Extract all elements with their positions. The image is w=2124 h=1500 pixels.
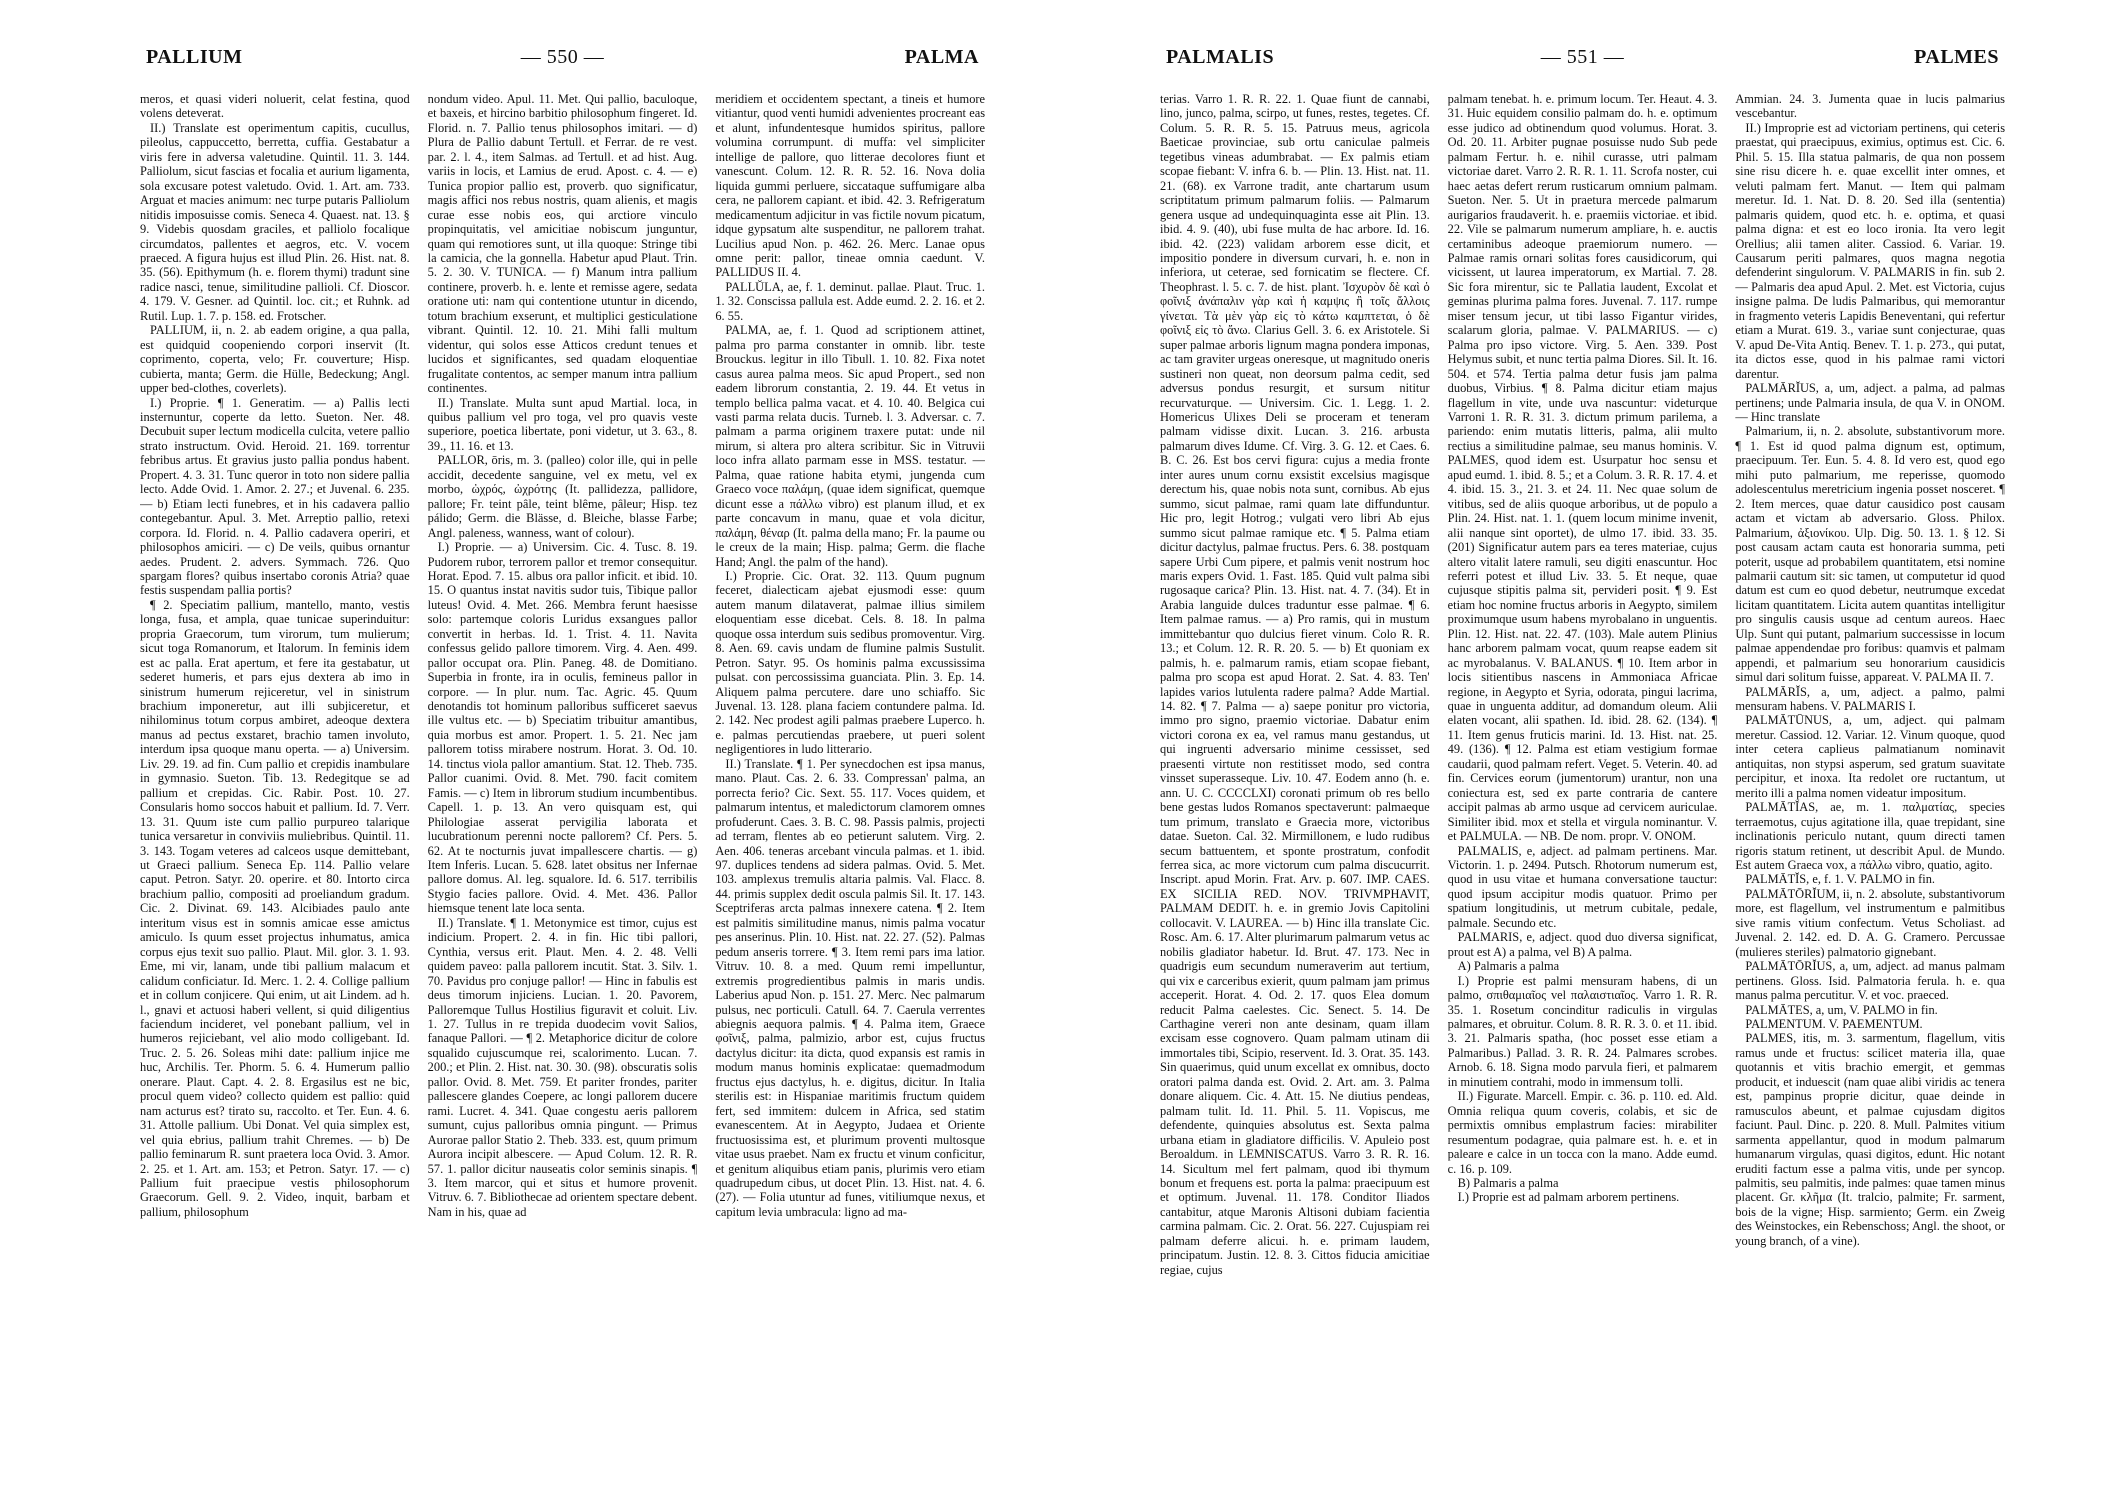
dictionary-paragraph: B) Palmaris a palma <box>1457 1175 1559 1190</box>
dictionary-paragraph: PALMĀRĬUS, a, um, adject. a palma, ad palmas pertinens; unde Palmaria insula, de qua V. in ONOM. — Hinc translate <box>1735 381 2006 424</box>
text-columns <box>1160 92 2005 1462</box>
column-3 <box>1735 92 2005 1462</box>
headword-right: PALMA <box>904 46 979 68</box>
dictionary-paragraph: meridiem et occidentem spectant, a tineis et humore vitiantur, quod venti humidi advenientes procreant eas et alunt, infundentesque humidos spiritus, pallore volumina corrumpunt. di muffa: vel simpliciter intellige de pallore, quo litterae decolores fiunt et vanescunt. Colum. 12. R. R. 52. 16. Nova dolia liquida gummi perluere, siccataque suffumigare alba cera, ne pallorem capiant. et ibid. 42. 3. Refrigeratum medicamentum adjicitur in vas fictile novum picatum, idque gypsatum alte suspenditur, ne pallorem trahat. Lucilius apud Non. p. 462. 26. Merc. Lanae opus omne perit: pallor, tineae omnia caedunt. V. PALLIDUS II. 4. <box>715 92 986 280</box>
dictionary-paragraph: II.) Figurate. Marcell. Empir. c. 36. p. 110. ed. Ald. Omnia reliqua quum coveris, colabis, et sic de permixtis omnibus emplastrum facies: mirabiliter resumentum podagrae, quia palmare est. h. e. et in paleare e calce in un tocca con la mano. Adde eumd. c. 16. p. 109. <box>1447 1089 1718 1176</box>
headword-left: PALLIUM <box>146 46 243 68</box>
dictionary-paragraph: II.) Translate. ¶ 1. Per synecdochen est ipsa manus, mano. Plaut. Cas. 2. 6. 33. Compressan' palma, an porrecta ferio? Cic. Sext. 55. 117. Voces quidem, et palmarum intentus, et maledictorum clamorem omnes profuderunt. Caes. 3. B. C. 98. Passis palmis, projecti ad terram, flentes ab eo petierunt salutem. Virg. 2. Aen. 406. teneras arcebant vincula palmas. et 1. ibid. 97. duplices tendens ad sidera palmas. Ovid. 5. Met. 103. amplexus tremulis altaria palmis. Val. Flacc. 8. 44. primis supplex dedit oscula palmis Sil. It. 17. 143. Sceptriferas arcta palmas innexere catena. ¶ 2. Item est palmitis similitudine manus, nimis palma vocatur pes anserinus. Plin. 10. Hist. nat. 22. 27. (52). Palmas pedum anseris torrere. ¶ 3. Item remi pars ima latior. Vitruv. 10. 8. a med. Quum remi impelluntur, extremis progredientibus palmis in maris undis. Laberius apud Non. p. 151. 27. Merc. Nec palmarum pulsus, nec porticuli. Catull. 64. 7. Caerula verrentes abiegnis aequora palmis. ¶ 4. Palma item, Graece φοῖνιξ, palma, palmizio, arbor est, cujus fructus dactylus dicitur: ita dicta, quod expansis est ramis in modum manus hominis explicatae: quemadmodum fructus ejus dactylus, h. e. digitus, dicitur. In Italia sterilis est: in Hispaniae maritimis fructum quidem fert, sed immitem: dulcem in Africa, sed statim evanescentem. At in Aegypto, Judaea et Oriente fructuosissima est, et plurimum proventi multosque vitae usus praebet. Nam ex fructu et vinum conficitur, et genitum aliquibus etiam panis, plurimis vero etiam quadrupedum cibus, ut docet Plin. 13. Hist. nat. 4. 6. (27). — Folia utuntur ad funes, vitiliumque nexus, et capitum levia umbracula: ligno ad ma- <box>715 756 986 1219</box>
dictionary-paragraph: PALMA, ae, f. 1. Quod ad scriptionem attinet, palma pro parma constanter in omnib. libr. teste Brouckus. legitur in illo Tibull. 1. 10. 82. Fixa notet casus aurea palma meos. Sic apud Propert., sed non eadem librorum constantia, 2. 19. 44. Et vetus in templo bellica palma vacat. et 4. 10. 40. Belgica cui vasti parma relata ducis. Turneb. l. 3. Adversar. c. 7. palmam a parma originem traxere putat: unde nil mirum, si altera pro altera scribitur. Sic in Vitruvii loco infra allato parmam esse in MSS. testatur. — Palma, quae ratione habita etymi, jungenda cum Graeco voce παλάμη, (quae idem significat, quemque dicunt esse a πάλλω vibro) est planum illud, et ex parte concavum in manu, quae et vola dicitur, παλάμη, θέναρ (It. palma della mano; Fr. la paume ou le creux de la main; Hisp. palma; Germ. die flache Hand; Angl. the palm of the hand). <box>715 323 986 569</box>
headword-left: PALMALIS <box>1166 46 1275 68</box>
dictionary-paragraph: nondum video. Apul. 11. Met. Qui pallio, baculoque, et baxeis, et hircino barbitio philosophum fingeret. Id. Florid. n. 7. Pallio tenus philosophos imitari. — d) Plura de Pallio dabunt Tertull. et Ferrar. de re vest. par. 2. l. 4., item Salmas. ad Tertull. et ad hist. Aug. variis in locis, et Lamius de erud. Apost. c. 4. — e) Tunica propior pallio est, proverb. quo significatur, magis affici nos rebus nostris, quam alienis, et magis curae esse nobis eos, qui arctiore vinculo propinquitatis, vel amicitiae nobiscum junguntur, quam qui remotiores sunt, ut illa quoque: Stringe tibi la camicia, che la gonnella. Habetur apud Plaut. Trin. 5. 2. 30. V. TUNICA. — f) Manum intra pallium continere, proverb. h. e. lente et remisse agere, sedata oratione uti: nam qui contentione utuntur in dicendo, totum brachium exserunt, et multiplici gesticulatione vibrant. Quintil. 12. 10. 21. Mihi falli multum videntur, qui solos esse Atticos credunt tenues et lucidos et significantes, sed quadam eloquentiae frugalitate contentos, ac semper manum intra pallium continentes. <box>427 92 698 396</box>
dictionary-paragraph: ¶ 2. Speciatim pallium, mantello, manto, vestis longa, fusa, et ampla, quae tunicae superinduitur: propria Graecorum, tum virorum, tum mulierum; sicut toga Romanorum, et Italorum. In feminis idem est ac palla. Erat apertum, et fere ita gestabatur, ut sederet humeris, et pars ejus dextera ab imo in sinistrum humerum rejiceretur, vel in sinistrum brachium imponeretur, aut illi subjiceretur, et nihilominus totum corpus ambiret, adeoque dextera manus ad pectus exstaret, brachio tamen involuto, interdum ipsa quoque manu operta. — a) Universim. Liv. 29. 19. ad fin. Cum pallio et crepidis inambulare in gymnasio. Sueton. Tib. 13. Redegitque se ad pallium et crepidas. Cic. Rabir. Post. 10. 27. Consularis homo soccos habuit et pallium. Id. 7. Verr. 13. 31. Quum iste cum pallio purpureo talarique tunica versaretur in conviviis muliebribus. Quintil. 11. 3. 143. Togam veteres ad calceos usque demittebant, ut Graeci pallium. Seneca Ep. 114. Pallio velare caput. Petron. Satyr. 20. operire. et 80. Intorto circa brachium pallio, compositi ad proeliandum gradum. Cic. 2. Divinat. 69. 143. Alcibiades paulo ante interitum visus est in somnis amicae esse amictus amiculo. Is quum esset projectus inhumatus, amica corpus ejus texit suo pallio. Plaut. Mil. glor. 3. 1. 93. Eme, mi vir, lanam, unde tibi pallium malacum et calidum conficiatur. Id. Merc. 1. 2. 4. Collige pallium et in collum conjicere. Qui enim, ut ait Lindem. ad h. l., gnavi et actuosi haberi vellent, si quid diligentius faciendum incideret, vel ponebant pallium, vel in humeros rejiciebant, vel alio modo colligebant. Id. Truc. 2. 5. 26. Soleas mihi date: pallium injice me huc, Archilis. Ter. Phorm. 5. 6. 4. Humerum pallio onerare. Plaut. Capt. 4. 2. 8. Ergasilus est ne bic, procul quem video? collecto quidem est pallio: quid nam acturus est? tirato su, raccolto. et Ter. Eun. 4. 6. 31. Attolle pallium. Ubi Donat. Vel quia simplex est, vel quia ebrius, pallium trahit Chremes. — b) De pallio feminarum R. sunt praetera loca Ovid. 3. Amor. 2. 25. et 1. Art. am. 153; et Petron. Satyr. 17. — c) Pallium fuit praecipue vestis philosophorum Graecorum. Gell. 9. 2. Video, inquit, barbam et pallium, philosophum <box>140 597 410 1219</box>
dictionary-paragraph: II.) Improprie est ad victoriam pertinens, qui ceteris praestat, qui praecipuus, eximius, optimus est. Cic. 6. Phil. 5. 15. Illa statua palmaris, de qua non possem sine risu dicere h. e. quae excellit inter omnes, et veluti palmam fert. Manut. — Item qui palmam meretur. Id. 1. Nat. D. 8. 20. Sed illa (sententia) palmaris quidem, quod etc. h. e. optima, et quasi palma digna: et est eo loco ironia. Ita vero legit Orellius; alii tamen aliter. Cassiod. 6. Variar. 19. Causarum periti palmares, quos magna negotia defenderint singulorum. V. PALMARIS in fin. sub 2. — Palmaris dea apud Apul. 2. Met. est Victoria, cujus insigne palma. De ludis Palmaribus, qui memorantur in fragmento veteris Lapidis Beneventani, qui refertur etiam a Murat. 619. 3., variae sunt conjecturae, quas V. apud De-Vita Antiq. Benev. T. 1. p. 273., qui putat, ita dictos esse, quod in his palmae rami victori darentur. <box>1735 120 2006 381</box>
column-2 <box>428 92 698 1462</box>
dictionary-paragraph: PALLŬLA, ae, f. 1. deminut. pallae. Plaut. Truc. 1. 1. 32. Conscissa pallula est. Adde eumd. 2. 2. 16. et 2. 6. 55. <box>715 279 986 323</box>
dictionary-paragraph: PALMARIS, e, adject. quod duo diversa significat, prout est A) a palma, vel B) A palma. <box>1447 930 1718 959</box>
dictionary-paragraph: PALMĀTĬS, e, f. 1. V. PALMO in fin. <box>1745 872 1936 887</box>
dictionary-paragraph: Ammian. 24. 3. Jumenta quae in lucis palmarius vescebantur. <box>1735 92 2006 121</box>
dictionary-paragraph: PALMĀTĬAS, ae, m. 1. παλματίας, species terraemotus, cujus agitatione illa, quae trepidant, sine inclinationis periculo nutant, quum directi tamen rigoris statum retinent, ut describit Apul. de Mundo. Est autem Graeca vox, a πάλλω vibro, quatio, agito. <box>1735 800 2006 873</box>
column-1 <box>1160 92 1430 1462</box>
dictionary-paragraph: II.) Translate. ¶ 1. Metonymice est timor, cujus est indicium. Propert. 2. 4. in fin. Hic tibi pallori, Cynthia, versus erit. Plaut. Men. 4. 2. 48. Velli quidem paveo: palla pallorem incutit. Stat. 3. Silv. 1. 70. Pavidus pro conjuge pallor! — Hinc in fabulis est deus timorum injiciens. Lucian. 1. 20. Pavorem, Palloremque Tullus Hostilius figuravit et coluit. Liv. 1. 27. Tullus in re trepida duodecim vovit Salios, fanaque Pallori. — ¶ 2. Metaphorice dicitur de colore squalido cujuscumque rei, scalorimento. Lucan. 7. 200.; et Plin. 2. Hist. nat. 30. 30. (98). obscuratis solis pallor. Ovid. 8. Met. 759. Et pariter frondes, pariter pallescere glandes Coepere, ac longi pallorem ducere rami. Lucret. 4. 341. Quae congestu aeris pallorem sumunt, cujus palloribus omnia pingunt. — Primus Aurorae pallor Statio 2. Theb. 333. est, quum primum Aurora incipit albescere. — Apud Colum. 12. R. R. 57. 1. pallor dicitur nauseatis color seminis sinapis. ¶ 3. Item marcor, qui et situs et humore provenit. Vitruv. 6. 7. Bibliothecae ad orientem spectare debent. Nam in his, quae ad <box>427 915 698 1219</box>
page-number: — 550 — <box>520 46 605 68</box>
dictionary-paragraph: PALMENTUM. V. PAEMENTUM. <box>1745 1017 1923 1031</box>
dictionary-paragraph: I.) Proprie. Cic. Orat. 32. 113. Quum pugnum feceret, dialecticam ajebat ejusmodi esse: quum autem manum dilataverat, palmae illius similem eloquentiam esse dicebat. Cels. 8. 18. In palma quoque ossa interdum suis sedibus promoventur. Virg. 8. Aen. 69. cavis undam de flumine palmis Sustulit. Petron. Satyr. 95. Os hominis palma excussissima pulsat. con percossissima guanciata. Plin. 3. Ep. 14. Aliquem palma percutere. dare uno schiaffo. Sic Juvenal. 13. 128. plana faciem contundere palma. Id. 2. 142. Nec prodest agili palmas praebere Luperco. h. e. palmas percutiendas praebere, ut pueri solent negligentiores in ludo litterario. <box>715 568 986 757</box>
dictionary-paragraph: I.) Proprie. ¶ 1. Generatim. — a) Pallis lecti insternuntur, coperte da letto. Sueton. Ner. 48. Decubuit super lectum modicella culcita, vetere pallio strato instructum. Ovid. Heroid. 21. 169. torrentur febribus artus. Et gravius justo pallia pondus habent. Propert. 4. 3. 31. Tunc queror in toto non sidere pallia lecto. Adde Ovid. 1. Amor. 2. 27.; et Juvenal. 6. 235. — b) Etiam lecti funebres, et in his cadavera pallio contegebantur. Apul. 3. Met. Arreptio pallio, retexi corpora. Id. Florid. n. 4. Pallio cadavera operiri, et philosophos amiciri. — c) De veils, quibus ornantur aedes. Prudent. 2. advers. Symmach. 726. Quo spargam flores? quibus insertabo coronis Atria? quae festis suspendam pallia portis? <box>140 395 410 598</box>
dictionary-paragraph: Palmarium, ii, n. 2. absolute, substantivorum more. ¶ 1. Est id quod palma dignum est, optimum, praecipuum. Ter. Eun. 5. 4. 8. Id vero est, quod ego mihi puto palmarium, me reperisse, quomodo adolescentulus meretricium ingenia posset nosceret. ¶ 2. Item merces, quae datur causidico post causam actam et victam ab adversario. Gloss. Philox. Palmarium, ἀξιονίκου. Ulp. Dig. 50. 13. 1. § 12. Si post causam actam cauta est honoraria summa, peti poterit, usque ad probabilem quantitatem, etsi nomine palmarii cautum sit: sic tamen, ut computetur id quod datum est cum eo quod debetur, neutrumque excedat licitam quantitatem. Licita autem quantitas intelligitur pro singulis causis usque ad centum aureos. Haec Ulp. Sunt qui putant, palmarium successisse in locum palmae appendendae pro foribus: quamvis et palmam appendi, et palmarium seu honorarium causidicis simul dari solitum fuisse, appareat. V. PALMA II. 7. <box>1735 424 2006 685</box>
running-head-left-page <box>140 46 985 78</box>
dictionary-paragraph: I.) Proprie. — a) Universim. Cic. 4. Tusc. 8. 19. Pudorem rubor, terrorem pallor et tremor consequitur. Horat. Epod. 7. 15. albus ora pallor inficit. et ibid. 10. 15. O quantus instat navitis sudor tuis, Tibique pallor luteus! Ovid. 4. Met. 266. Membra ferunt haesisse solo: partemque coloris Luridus exsangues pallor convertit in herbas. Id. 1. Trist. 4. 11. Navita confessus gelido pallore timorem. Virg. 4. Aen. 499. pallor occupat ora. Plin. Paneg. 48. de Domitiano. Superbia in fronte, ira in oculis, femineus pallor in corpore. — In plur. num. Tac. Agric. 45. Quum denotandis tot hominum palloribus sufficeret saevus ille vultus etc. — b) Speciatim tribuitur amantibus, quia morbus est amor. Propert. 1. 5. 21. Nec jam pallorem totiss mirabere nostrum. Horat. 3. Od. 10. 14. tinctus viola pallor amantium. Stat. 12. Theb. 735. Pallor cuanimi. Ovid. 8. Met. 790. facit comitem Famis. — c) Item in librorum studium incumbentibus. Capell. 1. p. 13. An vero quisquam est, qui Philologiae asserat pervigilia laborata et lucubrationum perenni nocte pallorem? Cf. Pers. 5. 62. At te nocturnis juvat impallescere chartis. — g) Item Inferis. Lucan. 5. 628. latet obsitus ner Infernae pallore domus. Al. leg. squalore. Id. 6. 517. terribilis Stygio facies pallore. Ovid. 4. Met. 436. Pallor hiemsque tenent late loca senta. <box>427 540 698 916</box>
dictionary-paragraph: PALMĀTŪNUS, a, um, adject. qui palmam meretur. Cassiod. 12. Variar. 12. Vinum quoque, quod inter cetera caplieus palmatianum nominavit antiquitas, non stypsi asperum, sed gratum suavitate percipitur, et inoxa. Ita redolet ore ructantum, ut merito illi a palma nomen videatur impositum. <box>1735 713 2006 800</box>
dictionary-paragraph: PALMĀRĬS, a, um, adject. a palmo, palmi mensuram habens. V. PALMARIS I. <box>1735 684 2006 714</box>
dictionary-paragraph: PALMALIS, e, adject. ad palmam pertinens. Mar. Victorin. 1. p. 2494. Putsch. Rhotorum numerum est, quod in usu vitae et humana conversatione tauctur: quod ipsum accipitur modis quatuor. Primo per spatium longitudinis, ut metrum cubitale, pedale, palmale. Secundo etc. <box>1447 843 1718 930</box>
page-number: — 551 — <box>1540 46 1625 68</box>
dictionary-paragraph: meros, et quasi videri noluerit, celat festina, quod volens deteverat. <box>140 92 410 121</box>
dictionary-paragraph: PALMES, itis, m. 3. sarmentum, flagellum, vitis ramus unde et fructus: scilicet materia illa, quae quotannis et vitis brachio emergit, et gemmas producit, et induescit (nam quae alibi viridis ac tenera est, pampinus proprie dicitur, quae deinde in ramusculos abeunt, et palmae cujusdam digitos faciunt. Paul. Dinc. p. 220. 8. Mull. Palmites vitium sarmenta appellantur, quod in modum palmarum humanarum virgulas, quasi digitos, edunt. Hic notant eruditi factum esse a palma vitis, unde per syncop. palmitis, seu palmitis, inde palmes: quae tamen minus placent. Gr. κλῆμα (It. tralcio, palmite; Fr. sarment, bois de la vigne; Hisp. sarmiento; Germ. ein Zweig des Weinstockes, ein Rebenschoss; Angl. the shoot, or young branch, of a vine). <box>1735 1031 2006 1248</box>
dictionary-paragraph: PALMĀTŌRĬUM, ii, n. 2. absolute, substantivorum more, est flagellum, vel instrumentum e palmitibus sive ramis vitium confectum. Vetus Scholiast. ad Juvenal. 2. 142. ed. D. A. G. Cramero. Percussae (mulieres steriles) palmatorio gignebant. <box>1735 886 2006 959</box>
dictionary-paragraph: II.) Translate est operimentum capitis, cucullus, pileolus, cappuccetto, berretta, cuffia. Gestabatur a viris fere in adversa valetudine. Quintil. 11. 3. 144. Palliolum, sicut fascias et focalia et aurium ligamenta, sola excusare potest valetudo. Ovid. 1. Art. am. 733. Arguat et macies animum: nec turpe putaris Palliolum nitidis imposuisse comis. Seneca 4. Quaest. nat. 13. § 9. Videbis quosdam graciles, et palliolo focalique circumdatos, pallentes et aegros, etc. V. vocem praeced. A figura hujus est illud Plin. 26. Hist. nat. 8. 35. (56). Epithymum (h. e. florem thymi) tradunt sine radice nasci, tenue, similitudine pallioli. Cf. Dioscor. 4. 179. V. Gesner. ad Quintil. loc. cit.; et Ruhnk. ad Rutil. Lup. 1. 7. p. 158. ed. Frotscher. <box>140 120 410 323</box>
dictionary-paragraph: PALLIUM, ii, n. 2. ab eadem origine, a qua palla, est quidquid coopeniendo corpori inservit (It. coprimento, coperta, velo; Fr. couverture; Hisp. cubierta, manta; Germ. die Hülle, Bedeckung; Angl. upper bed-clothes, coverlets). <box>140 323 410 396</box>
headword-right: PALMES <box>1914 46 1999 68</box>
dictionary-paragraph: II.) Translate. Multa sunt apud Martial. loca, in quibus pallium vel pro toga, vel pro quavis veste superiore, poetica libertate, poni videtur, ut 3. 63., 8. 39., 11. 16. et 13. <box>427 395 698 453</box>
dictionary-paragraph: I.) Proprie est palmi mensuram habens, di un palmo, σπιθαμιαῖος vel παλαιστιαῖος. Varro 1. R. R. 35. 1. Rosetum concinditur radiculis in virgulas palmares, et obruitur. Colum. 8. R. R. 3. 0. et 11. ibid. 3. 21. Palmaris spatha, (hoc posset esse etiam a Palmaribus.) Pallad. 3. R. R. 24. Palmares scrobes. Arnob. 6. 18. Signa modo parvula fieri, et palmarem in minutiem contrahi, modo in immensum tolli. <box>1447 973 1718 1089</box>
dictionary-paragraph: PALMĀTES, a, um, V. PALMO in fin. <box>1745 1002 1938 1017</box>
text-columns <box>140 92 985 1462</box>
dictionary-paragraph: terias. Varro 1. R. R. 22. 1. Quae fiunt de cannabi, lino, junco, palma, scirpo, ut funes, restes, tegetes. Cf. Colum. 5. R. R. 5. 15. Patruus meus, agricola Baeticae provinciae, sub ortu caniculae palmeis tegetibus vineas adumbrabat. — Ex palmis etiam scopae fiebant: V. infra 6. b. — Plin. 13. Hist. nat. 11. 21. (68). ex Varrone tradit, ante chartarum usum scriptitatum primum palmarum foliis. — Palmarum genera usque ad undequinquaginta esse ait Plin. 13. ibid. 4. 9. (40), ubi fuse multa de hac arbore. Id. 16. ibid. 42. (223) validam arborem esse dicit, et impositio pondere in diversum curvari, h. e. non in inferiora, ut ceterae, sed fornicatim se flectere. Cf. Theophrast. l. 5. c. 7. de hist. plant. Ἰσχυρὸν δὲ καὶ ὁ φοῖνιξ ἀνάπαλιν γὰρ καὶ ἡ καμψις ἢ τοῖς ἄλλοις γίνεται. Τὰ μὲν γὰρ εἰς τὸ κάτω καμπτεται, ὁ δὲ φοῖνιξ εἰς τὸ ἄνω. Clarius Gell. 3. 6. ex Aristotele. Si super palmae arboris lignum magna pondera imponas, ac tam graviter urgeas oneresque, ut magnitudo oneris sustineri non queat, non deorsum palma cedit, sed adversus pondus resurgit, et sursum nititur recurvaturque. — Universim. Cic. 1. Legg. 1. 2. Homericus Ulixes Deli se proceram et teneram palmam vidisse dixit. Lucan. 3. 216. arbusta palmarum dives Idume. Cf. Virg. 3. G. 12. et Caes. 6. B. C. 26. Est bos cervi figura: cujus a media fronte inter aures unum cornu exsistit excelsius magisque derectum his, quae nobis nota sunt, cornibus. Ab ejus summo, sicut palmae, rami quam late diffunduntur. Hic pro, legit Hotrog.; vulgati vero libri Ab ejus summo sicut palmae ramique etc. ¶ 5. Palma etiam dicitur dactylus, palmae fructus. Pers. 6. 38. postquam sapere Urbi Cum pipere, et palmis venit nostrum hoc maris expers Ovid. 1. Fast. 185. Quid vult palma sibi rugosaque carica? Plin. 13. Hist. nat. 4. 7. (34). Et in Arabia languide dulces traduntur esse palmae. ¶ 6. Item palmae ramus. — a) Pro ramis, qui in mustum immittebantur quo dulcius fieret vinum. Colo R. R. 13.; et Colum. 12. R. R. 20. 5. — b) Et quoniam ex palmis, h. e. palmarum ramis, etiam scopae fiebant, palma pro scopa est apud Horat. 2. Sat. 4. 83. Ten' lapides varios lutulenta radere palma? Adde Martial. 14. 82. ¶ 7. Palma — a) saepe ponitur pro victoria, immo pro signo, praemio victoriae. Dabatur enim victori corona ex ea, vel ramus manu gestandus, ut qui ingruenti adversario minime cessisset, sed praesenti virtute non restitisset modo, sed contra vinsset superasseque. Liv. 10. 47. Eodem anno (h. e. ann. U. C. CCCCLXI) coronati primum ob res bello bene gestas ludos Romanos spectaverunt: palmaeque tum primum, translato e Graecia more, victoribus datae. Sueton. Cal. 32. Mirmillonem, e ludo rudibus secum battuentem, et sponte prostratum, confodit ferrea sica, ac more victorum cum palma discucurrit. Inscript. apud Morin. Frat. Arv. p. 607. IMP. CAES. EX SICILIA RED. NOV. TRIVMPHAVIT, PALMAM DEDIT. h. e. in gremio Jovis Capitolini collocavit. V. LAUREA. — b) Hinc illa translate Cic. Rosc. Am. 6. 17. Alter plurimarum palmarum vetus ac nobilis gladiator habetur. Id. Brut. 47. 173. Nec in quadrigis eum secundum numeraverim aut tertium, qui vix e carceribus exierit, quum palmam jam primus acceperit. Horat. 4. Od. 2. 17. quos Elea domum reducit Palma caelestes. Cic. Senect. 5. 14. De Carthagine vereri non ante desinam, quam illam excisam esse cognovero. Quam palmam utinam dii immortales tibi, Scipio, reservent. Id. 3. Orat. 35. 143. Sin quaerimus, quid unum excellat ex omnibus, docto oratori palma danda est. Ovid. 2. Art. am. 3. Palma donare aliquem. Cic. 4. Att. 15. Ne diutius pendeas, palmam tulit. Id. 11. Phil. 5. 11. Vopiscus, me defendente, quinquies absolutus est. Sexta palma urbana etiam in gladiatore difficilis. V. Apuleio post Beroaldum. in LEMNISCATUS. Varro 3. R. R. 16. 14. Sicultum mel fert palmam, quod ibi thymum bonum et frequens est. porta la palma: praecipuum est et optimum. Juvenal. 11. 178. Conditor Iliados cantabitur, atque Maronis Altisoni dubiam facientia carmina palmam. Cic. 2. Orat. 56. 227. Cujuspiam rei palmam deferre alicui. h. e. primam laudem, principatum. Justin. 12. 8. 3. Cittos fiducia amicitiae regiae, cujus <box>1160 92 1430 1277</box>
left-page <box>140 0 985 1500</box>
dictionary-paragraph: PALMĀTŌRĬUS, a, um, adject. ad manus palmam pertinens. Gloss. Isid. Palmatoria ferula. h. e. qua manus palma percutitur. V. et voc. praeced. <box>1735 959 2006 1003</box>
dictionary-paragraph: A) Palmaris a palma <box>1457 959 1560 974</box>
dictionary-paragraph: I.) Proprie est ad palmam arborem pertinens. <box>1457 1190 1680 1205</box>
column-2 <box>1448 92 1718 1462</box>
column-1 <box>140 92 410 1462</box>
dictionary-paragraph: PALLOR, ōris, m. 3. (palleo) color ille, qui in pelle accidit, decedente sanguine, vel ex metu, vel ex morbo, ὠχρός, ὠχρότης (It. pallidezza, pallidore, pallore; Fr. teint pâle, teint blême, pâleur; Hisp. tez pálido; Germ. die Blässe, d. Bleiche, blasse Farbe; Angl. paleness, wanness, want of colour). <box>427 453 698 540</box>
right-page <box>1160 0 2005 1500</box>
dictionary-paragraph: palmam tenebat. h. e. primum locum. Ter. Heaut. 4. 3. 31. Huic equidem consilio palmam do. h. e. optimum esse judico ad obtinendum quod volumus. Horat. 3. Od. 20. 11. Arbiter pugnae posuisse nudo Sub pede palmam Fertur. h. e. nihil curasse, utri palmam victoriae daret. Varro 2. R. R. 1. 11. Scrofa noster, cui haec aetas defert rerum rusticarum omnium palmam. Sueton. Ner. 5. Ut in praetura mercede palmarum aurigarios fraudaverit. h. e. praemiis victoriae. et ibid. 22. Vile se palmarum numerum ampliare, h. e. auctis certaminibus adeoque praemiorum numero. — Palmae ramis ornari solitas fores causidicorum, qui vicissent, ut laurea imperatorum, ex Martial. 7. 28. Sic fora mirentur, sic te Pallatia laudent, Excolat et geminas plurima palma fores. Juvenal. 7. 117. rumpe miser tensum jecur, ut tibi lasso Figantur virides, scalarum gloria, palmae. V. PALMARIUS. — c) Palma pro ipso victore. Virg. 5. Aen. 339. Post Helymus subit, et nunc tertia palma Diores. Sil. It. 16. 504. et 574. Tertia palma detur fusis jam palma duobus, Virbius. ¶ 8. Palma dicitur etiam majus flagellum in vite, unde uva nascuntur: videturque Varroni 1. R. R. 31. 3. dictum primum parilema, a pariendo: enim mutatis litteris, palma, alii multo rectius a similitudine palmae, seu manus hominis. V. PALMES, quod idem est. Usurpatur hoc sensu et apud eumd. 1. ibid. 8. 5.; et a Colum. 3. R. R. 17. 4. et 4. ibid. 15. 3., 21. 3. et 24. 11. Nec quae solum de vitibus, sed de aliis quoque arboribus, ut de populo a Plin. 24. Hist. nat. 1. 1. (quem locum minime invenit, alii nanque sint oportet), de ulmo 17. ibid. 33. 35. (201) Significatur autem pars ea teres materiae, cujus altero vitalit latere ramuli, seu digiti enascuntur. Hoc referri potest et illud Liv. 33. 5. Et neque, quae cujusque stipitis palma sit, pervideri posit. ¶ 9. Est etiam hoc nomine fructus arboris in Aegypto, similem proximumque usum habens myrobalano in unguentis. Plin. 12. Hist. nat. 22. 47. (103). Male autem Plinius hanc arborem palmam vocat, quum reapse eadem sit ac myrobalanus. V. BALANUS. ¶ 10. Item arbor in locis sitientibus nascens in Ammoniaca Africae regione, in Aegypto et Syria, odorata, pingui lacrima, quae in unguenta additur, ad domandum oleum. Alii elaten vocant, alii spathen. Id. ibid. 28. 62. (134). ¶ 11. Item genus fruticis marini. Id. 13. Hist. nat. 25. 49. (136). ¶ 12. Palma est etiam vestigium formae caudarii, quod palmam refert. Veget. 5. Veterin. 40. ad fin. Cervices eorum (jumentorum) urantur, non una coniectura est, sed ex parte contraria de cantere accipit palmas ab armo usque ad cervicem auriculae. Similiter ibid. mox et stella et virgula nominantur. V. et PALMULA. — NB. De nom. propr. V. ONOM. <box>1447 92 1718 844</box>
running-head-right-page <box>1160 46 2005 78</box>
column-3 <box>715 92 985 1462</box>
